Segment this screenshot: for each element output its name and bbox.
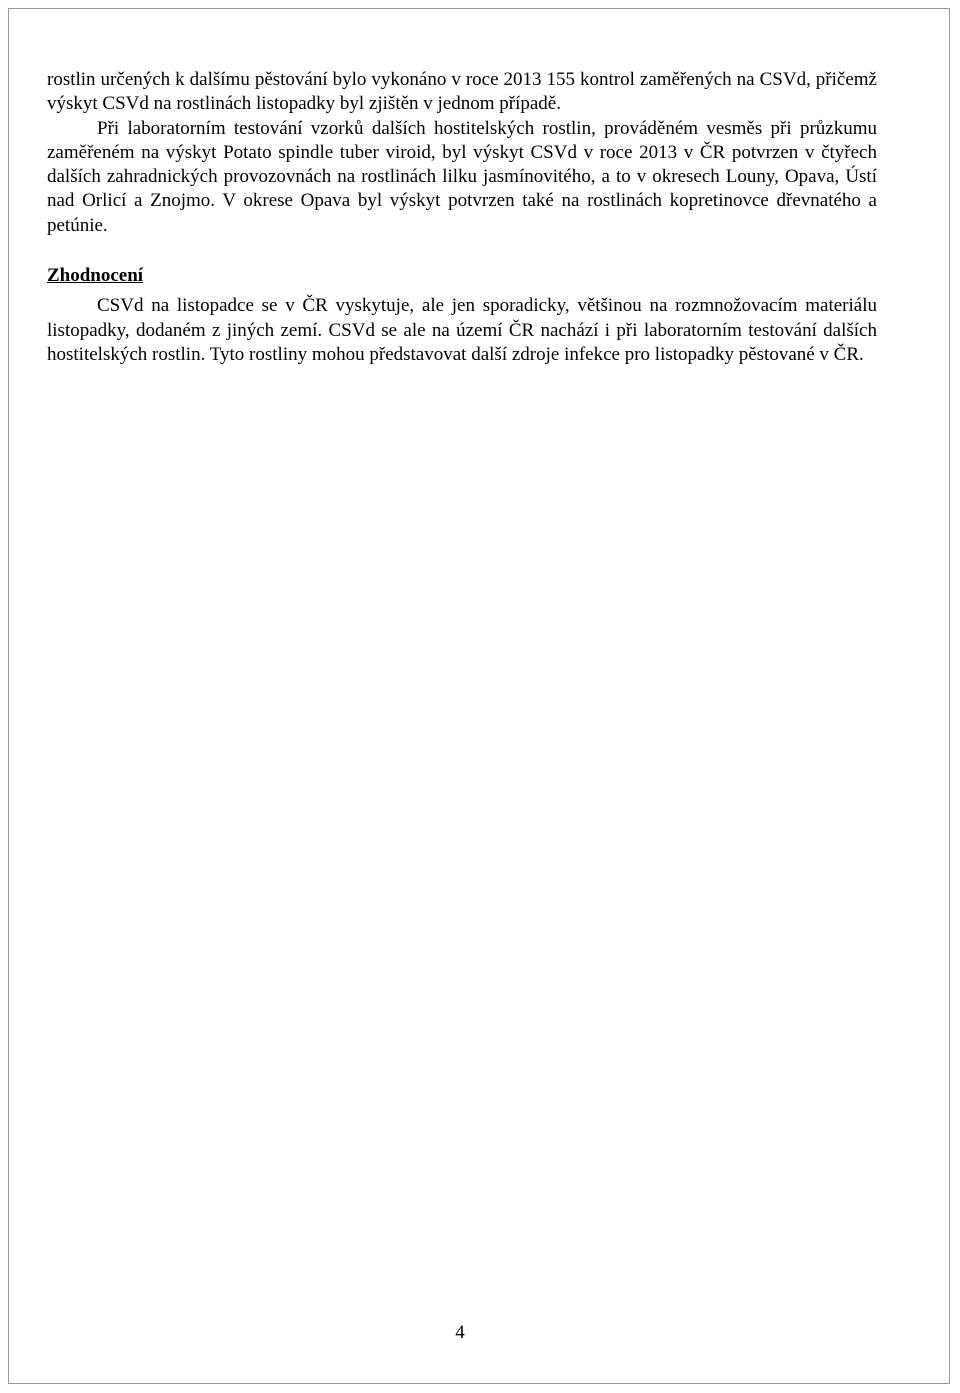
page-number: 4 <box>455 1322 465 1343</box>
document-body <box>47 68 877 367</box>
section-heading-zhodnoceni: Zhodnocení <box>47 265 144 287</box>
paragraph-continuation: rostlin určených k dalšímu pěstování bylo vykonáno v roce 2013 155 kontrol zaměřených na CSVd, přičemž výskyt CSVd na rostlinách listopadky byl zjištěn v jednom případě. <box>47 69 877 115</box>
paragraph-evaluation: CSVd na listopadce se v ČR vyskytuje, ale jen sporadicky, většinou na rozmnožovacím materiálu listopadky, dodaném z jiných zemí. CSVd se ale na území ČR nachází i při laboratorním testování dalších hostitelských rostlin. Tyto rostliny mohou představovat další zdroje infekce pro listopadky pěstované v ČR. <box>47 295 877 365</box>
paragraph-laboratory-testing: Při laboratorním testování vzorků dalších hostitelských rostlin, prováděném vesměs při průzkumu zaměřeném na výskyt Potato spindle tuber viroid, byl výskyt CSVd v roce 2013 v ČR potvrzen v čtyřech dalších zahradnických provozovnách na rostlinách lilku jasmínovitého, a to v okresech Louny, Opava, Ústí nad Orlicí a Znojmo. V okrese Opava byl výskyt potvrzen také na rostlinách kopretinovce dřevnatého a petúnie. <box>47 117 877 236</box>
